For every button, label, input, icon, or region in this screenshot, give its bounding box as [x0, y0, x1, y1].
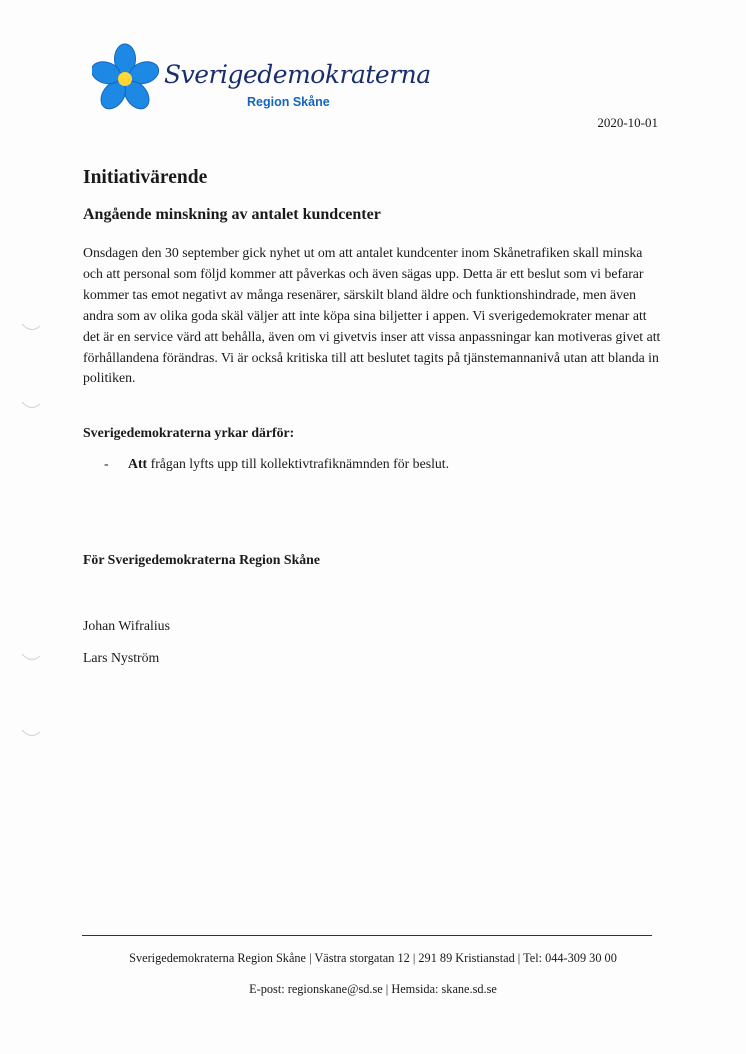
demand-lead: Att	[128, 456, 148, 471]
document-subtitle: Angående minskning av antalet kundcenter	[83, 206, 381, 223]
demand-item	[104, 456, 449, 472]
document-title: Initiativärende	[83, 167, 208, 188]
signatory-name: Lars Nyström	[83, 650, 160, 665]
footer-divider	[82, 935, 652, 936]
footer-address: Sverigedemokraterna Region Skåne | Västra storgatan 12 | 291 89 Kristianstad | Tel: 044-309 30 00	[129, 951, 617, 965]
punch-hole-mark	[20, 322, 42, 334]
footer-contact: E-post: regionskane@sd.se | Hemsida: skane.sd.se	[249, 982, 497, 996]
punch-hole-mark	[20, 400, 42, 412]
bullet-dash: -	[104, 456, 109, 471]
demand-text: frågan lyfts upp till kollektivtrafiknämnden för beslut.	[147, 456, 450, 471]
logo	[92, 42, 431, 117]
demands-heading: Sverigedemokraterna yrkar därför:	[83, 425, 295, 440]
logo-wordmark: Sverigedemokraterna	[164, 60, 431, 89]
signatory-name: Johan Wifralius	[83, 618, 170, 633]
flower-icon	[92, 42, 162, 114]
logo-region: Region Skåne	[247, 95, 330, 109]
document-date: 2020-10-01	[597, 115, 658, 130]
body-paragraph: Onsdagen den 30 september gick nyhet ut om att antalet kundcenter inom Skånetrafiken skall minska och att personal som följd kommer att påverkas och även sägas upp. Detta är ett beslut som vi befarar kommer tas emot negativt av många resenärer, särskilt bland äldre och funktionshindrade, men även andra som av olika goda skäl väljer att inte köpa sina biljetter i appen. Vi sverigedemokrater menar att det är en service värd att behålla, även om vi givetvis inser att vissa anpassningar kan motiveras givet att förhållandena förändras. Vi är också kritiska till att beslutet tagits på tjänstemannanivå utan att blanda in politiken.	[83, 245, 661, 386]
signoff: För Sverigedemokraterna Region Skåne	[83, 552, 320, 567]
punch-hole-mark	[20, 652, 42, 664]
punch-hole-mark	[20, 728, 42, 740]
